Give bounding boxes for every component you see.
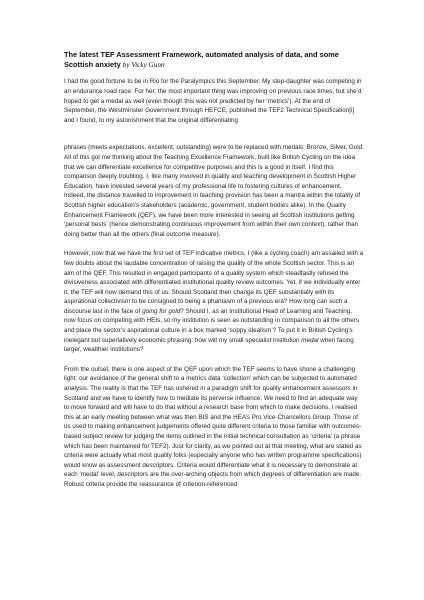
paragraph-3-part-1: However, now that we have the first set of TEF indicative metrics, I (like a cycling coach) am assailed with a few doubts about the laudable concentration of raising the quality of the whole Scottish sector. This is an aim of the QEF. This resulted in engaged participants of a quality system which steadfastly refused the divisiveness associated with differentiated institutional quality review outcomes. Yet, if we individually enter it, the TEF will now demand this of us. Should Scotland then change its QEF substantially with its aspirational collectivism to be consigned to being a phantasm of a previous era? How long can such a discourse last in the face of <box>64 250 364 315</box>
paragraph-1: I had the good fortune to be in Rio for the Paralympics this September. My step-daughter was competing in an endurance road race. For her, the most important thing was improving on previous race times, but she’d hoped to get a medal as well (even though this was not predicted by her ‘metrics’). At the end of September, the Westminster Government through HEFCE, published the TEF2 Technical Specification[i] and I found, to my astonishment that the original differentiating <box>64 78 362 124</box>
article-title-text: The latest TEF Assessment Framework, automated analysis of data, and some Scottish anxiety <box>64 50 339 70</box>
article-title <box>64 50 364 70</box>
paragraph-4: From the outset, there is one aspect of the QEF upon which the TEF seems to have shone a challenging light: our avoidance of the general shift to a metrics data ‘collection’ which can be subjected to automated analysis. The reality is that the TEF has ushered in a paradigm shift for quality enhancement assessors in Scotland and we have to identify how to mediate its perverse influence. We need to find an adequate way to move forward and will have to do that without a research base from which to make decisions. I realised this at an early meeting between what was then BIS and the HEA’s Pro Vice-Chancellors Group. Those of us used to making enhancement judgements offered quite different criteria to those familiar with outcomes-based subject review for judging the items outlined in the initial technical consultation as ‘criteria’ (a phrase which has been maintained for TEF2). Just for clarity, as we pointed out at that meeting, what are stated as criteria were actually what most quality folks (especially anyone who has written programme specifications) would know as assessment descriptors. Criteria would differentiate what it is necessary to demonstrate at each ‘medal’ level, descriptors are the over-arching objects from which degrees of differentiation are made. Robust criteria provide the reassurance of criterion-referenced <box>64 365 362 488</box>
article-byline: by Vicky Gunn <box>122 61 165 70</box>
paragraph-2: phrases (meets expectations, excellent, outstanding) were to be replaced with medals: Bronze, Silver, Gold. All of this got me thinking about the Teaching Excellence Framework, built like British Cycling on the idea that we can differentiate excellence for competitive purposes and this is a good in itself. I find this comparison deeply troubling. I, like many involved in quality and teaching development in Scottish Higher Education, have invested several years of my professional life to fostering cultures of enhancement. Indeed, the distance travelled to improvement in teaching provision has been a mantra within the totality of Scottish higher education’s stakeholders (academic, government, student bodies alike). In the Quality Enhancement Framework (QEF), we have been more interested in seeing all Scottish institutions getting ‘personal bests’ (hence demonstrating continuous improvement from within their own context), rather than doing better than all the others (final outcome measure). <box>64 144 364 238</box>
paragraph-3-italic-medal: medal <box>301 336 319 344</box>
paragraph-3-part-3: when facing larger, wealthier institutions? <box>64 336 354 354</box>
paragraph-3-part-2: ? Should I, as an Institutional Head of Learning and Teaching, now focus on competing with HEIs, so my institution is seen as outstanding in comparison to all the others and place the sector’s aspirational culture in a box marked ‘soppy idealism’? To put it in British Cycling’s inelegant but superlatively economic phrasing: how will my small specialist institution <box>64 307 360 344</box>
paragraph-3 <box>64 249 364 355</box>
paragraph-3-italic-going-for-gold: going for gold <box>142 307 181 315</box>
document-page <box>64 50 364 500</box>
